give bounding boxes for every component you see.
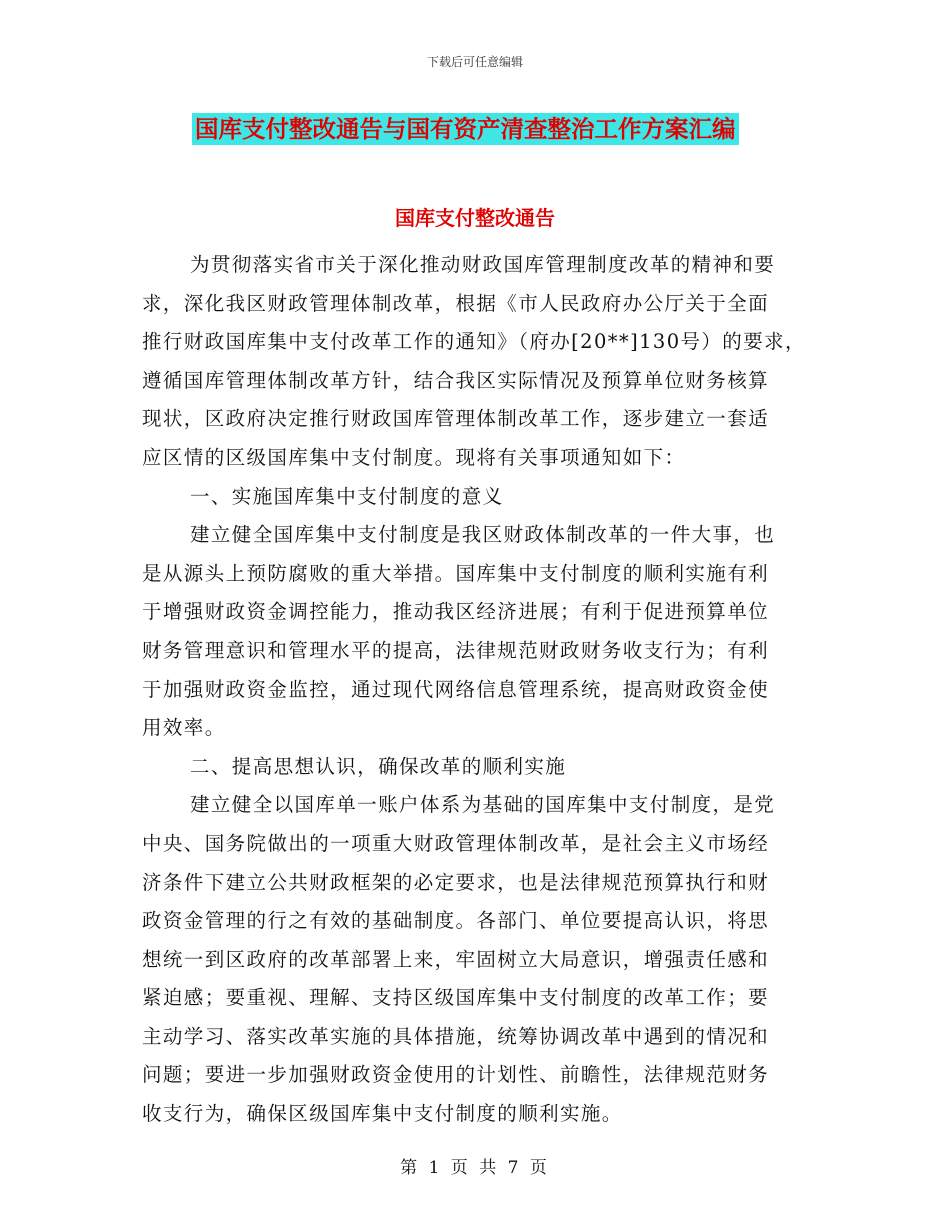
paragraph-line: 主动学习、落实改革实施的具体措施，统筹协调改革中遇到的情况和 [142,1024,770,1048]
paragraph-line: 用效率。 [142,716,226,740]
paragraph-line: 建立健全国库集中支付制度是我区财政体制改革的一件大事，也 [190,523,776,547]
paragraph-line: 推行财政国库集中支付改革工作的通知》（府办[20**]130号）的要求， [142,330,806,354]
paragraph-line: 建立健全以国库单一账户体系为基础的国库集中支付制度，是党 [190,793,776,817]
paragraph-line: 财务管理意识和管理水平的提高，法律规范财政财务收支行为；有利 [142,638,770,662]
section-title: 国库支付整改通告 [395,206,555,230]
paragraph-line: 想统一到区政府的改革部署上来，牢固树立大局意识，增强责任感和 [142,947,770,971]
paragraph-line: 于加强财政资金监控，通过现代网络信息管理系统，提高财政资金使 [142,677,770,701]
document-body [142,246,822,1134]
paragraph-line: 现状，区政府决定推行财政国库管理体制改革工作，逐步建立一套适 [142,407,770,431]
paragraph-line: 求，深化我区财政管理体制改革，根据《市人民政府办公厅关于全面 [142,291,770,315]
page-footer: 第 1 页 共 7 页 [400,1158,550,1178]
main-title: 国库支付整改通告与国有资产清查整治工作方案汇编 [192,113,739,145]
header-note: 下载后可任意编辑 [426,55,523,69]
paragraph-line: 政资金管理的行之有效的基础制度。各部门、单位要提高认识，将思 [142,909,770,933]
paragraph-line: 于增强财政资金调控能力，推动我区经济进展；有利于促进预算单位 [142,600,770,624]
paragraph-line: 问题；要进一步加强财政资金使用的计划性、前瞻性，法律规范财务 [142,1063,770,1087]
paragraph-line: 济条件下建立公共财政框架的必定要求，也是法律规范预算执行和财 [142,870,770,894]
paragraph-line: 遵循国库管理体制改革方针，结合我区实际情况及预算单位财务核算 [142,368,770,392]
paragraph-line: 为贯彻落实省市关于深化推动财政国库管理制度改革的精神和要 [190,253,776,276]
paragraph-line: 紧迫感；要重视、理解、支持区级国库集中支付制度的改革工作；要 [142,986,770,1010]
paragraph-line: 应区情的区级国库集中支付制度。现将有关事项通知如下： [142,445,686,469]
section-heading: 二、提高思想认识，确保改革的顺利实施 [190,754,567,778]
paragraph-line: 中央、国务院做出的一项重大财政管理体制改革，是社会主义市场经 [142,831,770,855]
section-heading: 一、实施国库集中支付制度的意义 [190,484,504,508]
main-title-container [192,113,739,145]
paragraph-line: 收支行为，确保区级国库集中支付制度的顺利实施。 [142,1102,623,1126]
paragraph-line: 是从源头上预防腐败的重大举措。国库集中支付制度的顺利实施有利 [142,561,770,585]
